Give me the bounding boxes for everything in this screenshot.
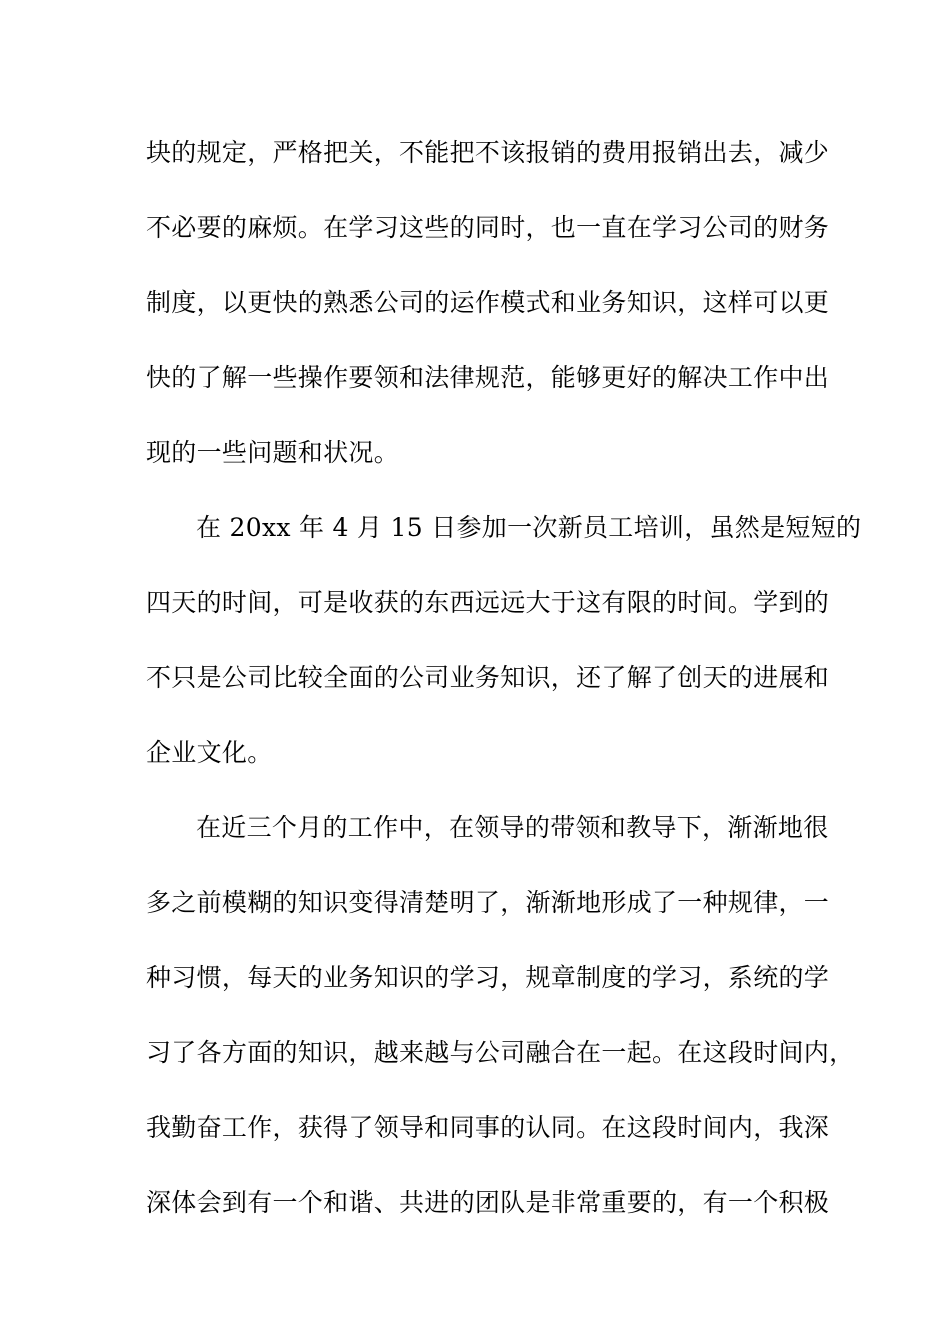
text-line: 我勤奋工作，获得了领导和同事的认同。在这段时间内，我深 [146, 1113, 830, 1142]
text-line: 种习惯，每天的业务知识的学习，规章制度的学习，系统的学 [146, 963, 830, 992]
body-text [146, 128, 862, 1253]
text-line: 不必要的麻烦。在学习这些的同时，也一直在学习公司的财务 [146, 213, 830, 242]
text-line: 不只是公司比较全面的公司业务知识，还了解了创天的进展和 [146, 663, 830, 692]
text-line: 多之前模糊的知识变得清楚明了，渐渐地形成了一种规律，一 [146, 888, 830, 917]
text-line: 制度，以更快的熟悉公司的运作模式和业务知识，这样可以更 [146, 288, 830, 317]
text-line: 快的了解一些操作要领和法律规范，能够更好的解决工作中出 [146, 363, 830, 392]
text-line: 现的一些问题和状况。 [146, 438, 400, 467]
text-line: 四天的时间，可是收获的东西远远大于这有限的时间。学到的 [146, 588, 830, 617]
text-line: 企业文化。 [146, 738, 273, 767]
text-line: 块的规定，严格把关，不能把不该报销的费用报销出去，减少 [146, 138, 830, 167]
text-line: 习了各方面的知识，越来越与公司融合在一起。在这段时间内， [146, 1038, 855, 1067]
text-line: 深体会到有一个和谐、共进的团队是非常重要的，有一个积极 [146, 1188, 830, 1217]
paragraph-first-line: 在 20xx 年 4 月 15 日参加一次新员工培训，虽然是短短的 [196, 513, 862, 542]
paragraph-first-line: 在近三个月的工作中，在领导的带领和教导下，渐渐地很 [196, 813, 829, 842]
